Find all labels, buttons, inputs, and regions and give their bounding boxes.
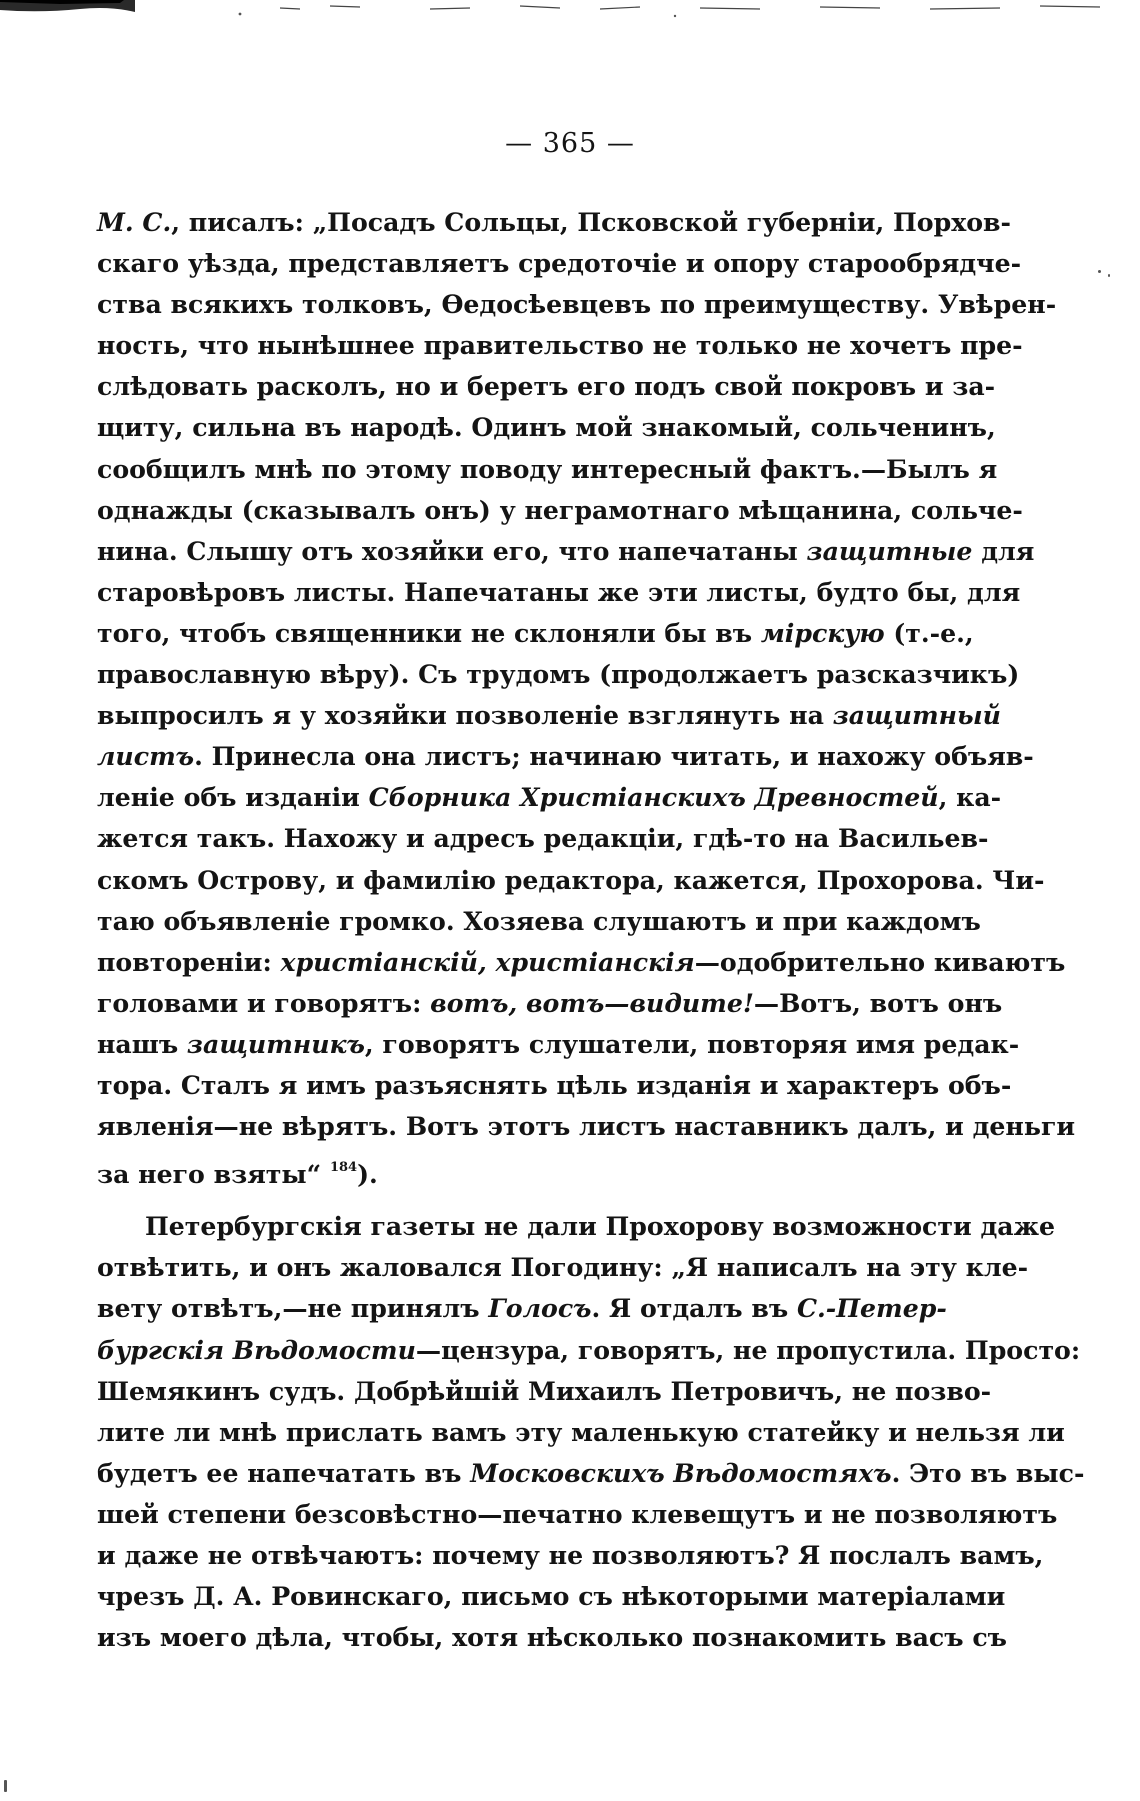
text-span: будетъ ее напечатать въ <box>97 1457 471 1488</box>
text-span: лите ли мнѣ прислать вамъ эту маленькую статейку и нельзя ли <box>97 1416 1065 1447</box>
text-line <box>97 1247 1029 1288</box>
text-span: . Это въ выс- <box>891 1457 1085 1488</box>
text-span: нина. Слышу отъ хозяйки его, что напечатаны <box>97 535 807 566</box>
text-line <box>97 695 1001 736</box>
text-span: Петербургскія газеты не дали Прохорову возможности даже <box>145 1211 1056 1242</box>
text-span: за него взяты“ <box>97 1159 330 1190</box>
text-line <box>97 860 1045 901</box>
italic-span: Голосъ <box>488 1293 592 1324</box>
italic-span: мірскую <box>760 617 885 648</box>
paragraph-1 <box>97 202 1076 1190</box>
text-span: таю объявленіе громко. Хозяева слушаютъ и при каждомъ <box>97 905 981 936</box>
text-span: ). <box>357 1159 378 1190</box>
italic-span: вотъ, вотъ—видите! <box>430 987 754 1018</box>
text-span: для <box>972 535 1035 566</box>
text-span: —цензура, говорятъ, не пропустила. Просто: <box>415 1334 1081 1365</box>
scan-speck <box>1098 270 1101 273</box>
text-line <box>97 736 1034 777</box>
text-line <box>97 1288 947 1329</box>
text-span: , говорятъ слушатели, повторяя имя редак- <box>364 1028 1020 1059</box>
italic-span: защитникъ <box>186 1028 365 1059</box>
text-line <box>97 1535 1044 1576</box>
text-span: православную вѣру). Съ трудомъ (продолжаетъ разсказчикъ) <box>97 659 1020 690</box>
text-span: явленія—не вѣрятъ. Вотъ этотъ листъ наставникъ далъ, и деньги <box>97 1111 1076 1142</box>
text-span: вету отвѣтъ,—не принялъ <box>97 1293 489 1324</box>
body-text <box>97 202 1085 1658</box>
text-line <box>97 407 996 448</box>
text-line <box>97 1576 1006 1617</box>
italic-span: Сборника Христіанскихъ Древностей <box>368 782 939 813</box>
text-span: , писалъ: „Посадъ Сольцы, Псковской губерніи, Порхов- <box>171 207 1011 237</box>
text-line <box>97 818 989 859</box>
text-line <box>97 1330 1081 1371</box>
text-line <box>97 1147 929 1188</box>
text-line <box>97 1206 1056 1247</box>
text-line <box>97 1412 1065 1453</box>
italic-span: М. С. <box>97 207 172 237</box>
text-span: того, чтобъ священники не склоняли бы въ <box>97 617 761 648</box>
text-span: Шемякинъ судъ. Добрѣйшій Михаилъ Петровичъ, не позво- <box>97 1375 992 1406</box>
footnote-ref: 184 <box>329 1160 358 1176</box>
page-number: — 365 — <box>505 128 635 159</box>
text-span: чрезъ Д. А. Ровинскаго, письмо съ нѣкоторыми матеріалами <box>97 1581 1006 1612</box>
italic-span: листъ <box>97 741 195 772</box>
text-span: тора. Сталъ я имъ разъяснять цѣль изданія и характеръ объ- <box>97 1069 1012 1100</box>
text-line <box>97 1453 1085 1494</box>
text-line <box>97 901 981 942</box>
scan-edge-mark <box>0 0 1140 30</box>
text-span: нашъ <box>97 1028 187 1059</box>
text-line <box>97 572 1021 613</box>
text-span: выпросилъ я у хозяйки позволеніе взглянуть на <box>97 700 833 731</box>
text-line <box>97 366 996 407</box>
text-span: леніе объ изданіи <box>97 782 369 813</box>
text-span: ства всякихъ толковъ, Ѳедосѣевцевъ по преимуществу. Увѣрен- <box>97 289 1057 320</box>
italic-span: Московскихъ Вѣдомостяхъ <box>470 1457 892 1488</box>
text-span: изъ моего дѣла, чтобы, хотя нѣсколько познакомить васъ съ <box>97 1622 1007 1653</box>
text-span: скаго уѣзда, представляетъ средоточіе и опору старообрядче- <box>97 248 1022 279</box>
text-span: (т.-е., <box>884 617 974 648</box>
text-line <box>97 1617 1007 1658</box>
text-line <box>97 654 1020 695</box>
text-line <box>97 284 1057 325</box>
scan-top-edge <box>0 0 1140 30</box>
text-span: —Вотъ, вотъ онъ <box>753 987 1003 1018</box>
text-line <box>97 983 1003 1024</box>
text-line <box>97 449 998 490</box>
text-line <box>97 1106 1076 1147</box>
text-span: . Принесла она листъ; начинаю читать, и нахожу объяв- <box>194 741 1034 772</box>
text-span: , ка- <box>938 782 1002 813</box>
text-span: —одобрительно киваютъ <box>694 946 1066 977</box>
text-span: отвѣтить, и онъ жаловался Погодину: „Я написалъ на эту кле- <box>97 1252 1029 1283</box>
italic-span: защитные <box>806 535 973 566</box>
text-line <box>97 531 1035 572</box>
text-line <box>97 202 1011 243</box>
text-span: сообщилъ мнѣ по этому поводу интересный фактъ.—Былъ я <box>97 453 998 484</box>
text-span: шей степени безсовѣстно—печатно клевещутъ и не позволяютъ <box>97 1498 1058 1529</box>
italic-span: христіанскій, христіанскія <box>280 946 695 977</box>
italic-span: защитный <box>832 700 1001 731</box>
text-span: однажды (сказывалъ онъ) у неграмотнаго мѣщанина, сольче- <box>97 494 1023 525</box>
text-span: щиту, сильна въ народѣ. Одинъ мой знакомый, сольченинъ, <box>97 412 996 443</box>
text-line <box>97 1494 1058 1535</box>
text-span: слѣдовать расколъ, но и беретъ его подъ свой покровъ и за- <box>97 371 996 402</box>
text-line <box>97 1024 1020 1065</box>
text-span: головами и говорятъ: <box>97 987 431 1018</box>
text-span: скомъ Острову, и фамилію редактора, кажется, Прохорова. Чи- <box>97 864 1045 895</box>
italic-span: С.-Петер- <box>796 1293 947 1324</box>
paragraph-gap <box>97 1188 929 1206</box>
italic-span: бургскія Вѣдомости <box>97 1334 416 1365</box>
text-line <box>97 243 1022 284</box>
text-span: старовѣровъ листы. Напечатаны же эти листы, будто бы, для <box>97 576 1021 607</box>
scan-speck <box>4 1780 7 1792</box>
text-line <box>97 325 1023 366</box>
text-line <box>97 777 1002 818</box>
paragraph-2 <box>97 1206 1085 1658</box>
text-span: жется такъ. Нахожу и адресъ редакціи, гдѣ-то на Васильев- <box>97 823 989 854</box>
text-span: ность, что нынѣшнее правительство не только не хочетъ пре- <box>97 330 1023 361</box>
text-span: и даже не отвѣчаютъ: почему не позволяютъ? Я послалъ вамъ, <box>97 1540 1044 1570</box>
text-line <box>97 490 1023 531</box>
text-span: . Я отдалъ въ <box>591 1293 797 1324</box>
text-line <box>97 1065 1012 1106</box>
text-line <box>97 942 1066 983</box>
text-span: повтореніи: <box>97 946 281 977</box>
scan-speck <box>1108 274 1110 277</box>
text-line <box>97 1371 992 1412</box>
text-line <box>97 613 974 654</box>
